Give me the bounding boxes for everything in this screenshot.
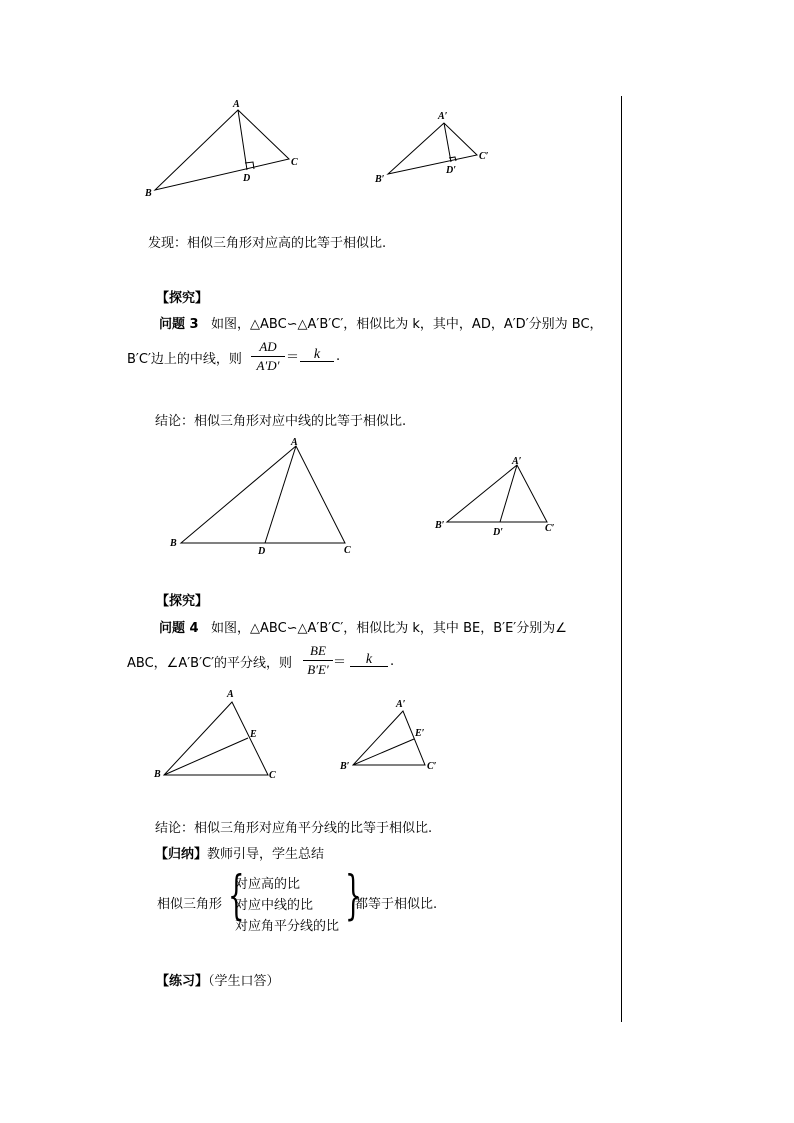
label-a2: A′: [512, 456, 522, 467]
summary-heading-row: [155, 843, 324, 862]
fraction-bar: [251, 356, 285, 357]
conclusion-medians: 结论：相似三角形对应中线的比等于相似比.: [155, 414, 407, 429]
fraction-ad: [251, 339, 285, 374]
label-b2: B′: [435, 520, 445, 531]
label-c2: C′: [479, 151, 489, 162]
summary-heading: 【归纳】: [155, 847, 208, 862]
label-e: E: [250, 729, 257, 740]
fraction-numerator: BE: [310, 643, 326, 658]
practice-row: [156, 970, 280, 989]
bisector-be: [164, 738, 248, 775]
fraction-denominator: B′E′: [307, 662, 329, 677]
summary-item-altitude: 对应高的比: [235, 877, 301, 892]
label-b2: B′: [375, 174, 385, 185]
equals-sign: ＝: [333, 655, 347, 670]
period: .: [336, 349, 341, 364]
left-brace: {: [228, 866, 245, 926]
fraction-be: [303, 643, 333, 678]
label-c: C: [291, 157, 298, 168]
problem-4-line2: ABC，∠A′B′C′的平分线，则: [127, 656, 293, 671]
altitude-ad: [238, 110, 247, 170]
problem-3-line1: [159, 313, 603, 332]
bisector-b2e2: [353, 739, 414, 765]
triangle-abc-altitude: [155, 110, 289, 190]
fraction-bar: [303, 660, 333, 661]
problem-text: 如图，△ABC∽△A′B′C′，相似比为 k，其中，AD，A′D′分别为 BC，: [210, 317, 603, 332]
problem-label: 问题 4: [159, 621, 199, 636]
label-b: B: [170, 538, 177, 549]
label-c: C: [344, 545, 351, 556]
label-c: C: [269, 770, 276, 781]
label-a: A: [227, 689, 234, 700]
problem-label: 问题 3: [159, 317, 199, 332]
summary-note: 教师引导，学生总结: [207, 847, 325, 862]
label-d: D: [243, 173, 251, 184]
period: .: [390, 654, 395, 669]
summary-item-bisector: 对应角平分线的比: [235, 919, 340, 934]
fraction-numerator: AD: [259, 339, 277, 354]
summary-lead: 相似三角形: [157, 897, 223, 912]
label-e2: E′: [415, 728, 425, 739]
conclusion-bisectors: 结论：相似三角形对应角平分线的比等于相似比.: [155, 821, 433, 836]
summary-tail: 都等于相似比.: [355, 897, 438, 912]
label-c2: C′: [427, 761, 437, 772]
label-a: A: [233, 99, 240, 110]
label-a: A: [291, 437, 298, 448]
practice-heading: 【练习】: [156, 974, 209, 989]
label-d2: D′: [446, 165, 457, 176]
label-a2: A′: [438, 111, 448, 122]
explore-heading: 【探究】: [156, 291, 209, 306]
label-b: B: [145, 188, 152, 199]
answer-blank: k: [350, 652, 388, 667]
problem-3-line2: B′C′边上的中线，则: [127, 352, 242, 367]
equals-sign: ＝: [286, 350, 300, 365]
explore-heading-2: 【探究】: [156, 594, 209, 609]
label-c2: C′: [545, 523, 555, 534]
triangle-a2b2c2-median: [447, 465, 547, 522]
finding-altitudes: 发现：相似三角形对应高的比等于相似比.: [148, 236, 387, 251]
label-d2: D′: [493, 527, 504, 538]
summary-item-median: 对应中线的比: [235, 898, 314, 913]
triangle-a2b2c2-altitude: [388, 123, 477, 174]
answer-blank: k: [300, 347, 334, 362]
problem-4-line1: [159, 617, 567, 636]
label-b2: B′: [340, 761, 350, 772]
median-a2d2: [500, 465, 517, 522]
median-ad: [265, 446, 296, 543]
fraction-denominator: A′D′: [256, 358, 280, 373]
label-b: B: [154, 769, 161, 780]
right-brace: }: [345, 866, 362, 926]
triangle-abc-median: [181, 446, 345, 543]
practice-note: （学生口答）: [208, 974, 280, 989]
problem-text: 如图，△ABC∽△A′B′C′，相似比为 k，其中 BE，B′E′分别为∠: [210, 621, 567, 636]
label-d: D: [258, 546, 266, 557]
label-a2: A′: [396, 699, 406, 710]
